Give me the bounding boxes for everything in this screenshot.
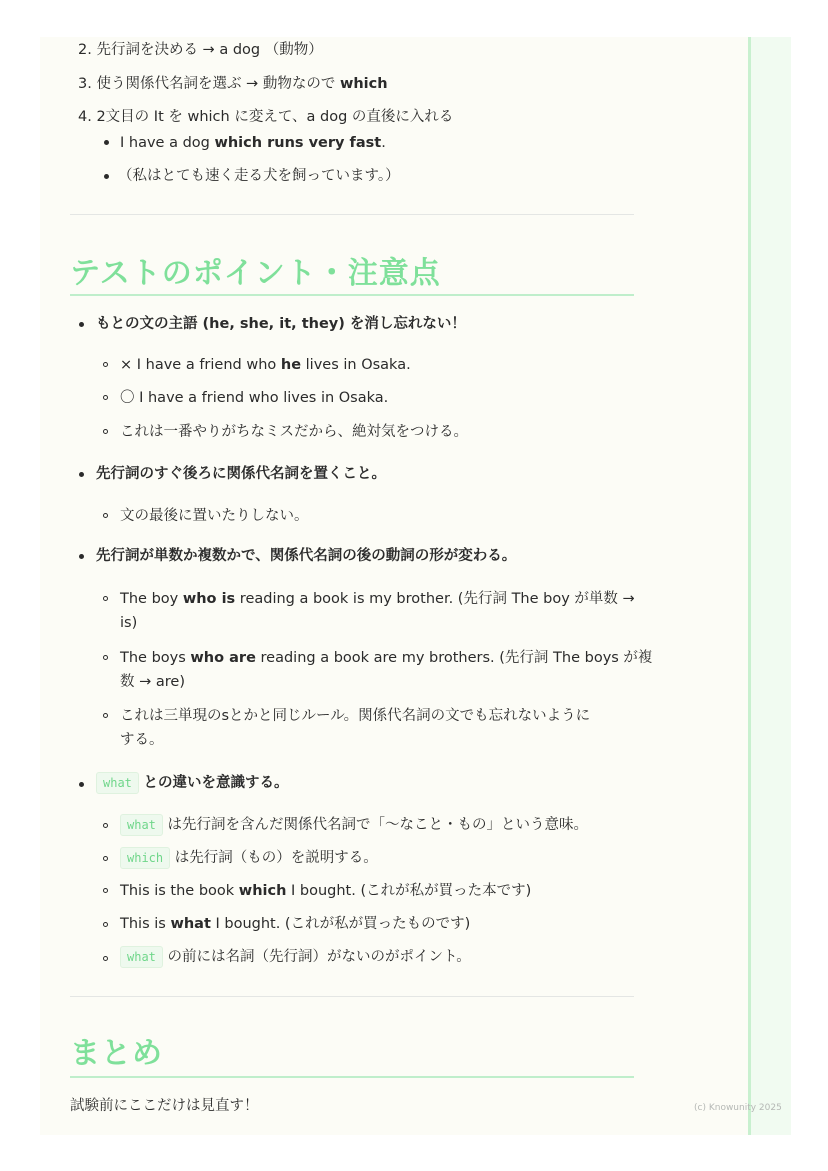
page-background	[40, 37, 791, 1135]
step-2	[78, 39, 323, 61]
step-3	[78, 73, 388, 95]
text: する。	[120, 732, 164, 748]
point-1-sub-2	[120, 387, 388, 409]
text: 〇 I have a friend who lives in Osaka.	[120, 390, 389, 406]
step-number: 3.	[78, 76, 92, 92]
point-4-sub-3	[120, 880, 531, 902]
point-3-sub-2-cont	[120, 671, 185, 693]
bold-text: who is	[182, 591, 236, 607]
bullet	[79, 782, 84, 787]
text: I bought. (これが私が買った本です)	[286, 883, 532, 899]
sub-bullet	[103, 713, 108, 718]
point-1-label	[96, 313, 466, 335]
text: の前には名詞（先行詞）がないのがポイント。	[167, 949, 471, 965]
bold-text: との違いを意識する。	[143, 775, 289, 791]
heading-underline	[70, 294, 634, 296]
text: 数 → are)	[120, 674, 185, 690]
step-number: 4.	[78, 109, 92, 125]
section-heading: テストのポイント・注意点	[70, 256, 441, 291]
text: I have a dog	[120, 135, 215, 151]
sub-bullet	[103, 888, 108, 893]
divider	[70, 214, 634, 215]
text: reading a book is my brother. (先行詞 The boy が単数 →	[235, 591, 635, 607]
point-3-sub-2	[120, 647, 652, 669]
sub-bullet	[103, 655, 108, 660]
point-2-label	[96, 463, 386, 485]
point-4-sub-1	[120, 814, 588, 836]
code-what: what	[96, 772, 139, 794]
text: The boys	[120, 650, 191, 666]
bold-text: which	[238, 883, 287, 899]
sub-bullet	[103, 362, 108, 367]
point-3-sub-1	[120, 588, 635, 610]
bold-text: he	[280, 357, 302, 373]
bold-text: who are	[190, 650, 256, 666]
text: reading a book are my brothers. (先行詞 The boys が複	[255, 650, 653, 666]
text: （私はとても速く走る犬を飼っています。）	[118, 168, 400, 184]
sub-bullet	[103, 596, 108, 601]
text: は先行詞を含んだ関係代名詞で「〜なこと・もの」という意味。	[167, 817, 589, 833]
right-margin-line	[748, 37, 751, 1135]
bold-text: 先行詞が単数か複数かで、関係代名詞の後の動詞の形が変わる。	[96, 548, 517, 564]
bullet	[104, 174, 109, 179]
point-3-sub-1-cont	[120, 612, 137, 634]
sub-bullet	[103, 823, 108, 828]
point-4-sub-2	[120, 847, 378, 869]
step4-bullet-1	[120, 132, 386, 154]
point-3-sub-3-cont	[120, 729, 164, 751]
bold-text: 先行詞のすぐ後ろに関係代名詞を置くこと。	[96, 466, 386, 482]
text: This is	[120, 916, 171, 932]
text: .	[381, 135, 386, 151]
step-text: 2文目の It を which に変えて、a dog の直後に入れる	[96, 109, 454, 125]
point-3-sub-3	[120, 705, 590, 727]
text: lives in Osaka.	[301, 357, 411, 373]
text: The boy	[120, 591, 183, 607]
divider	[70, 996, 634, 997]
heading-underline	[70, 1076, 634, 1078]
sub-bullet	[103, 956, 108, 961]
step-bold: which	[339, 76, 388, 92]
summary-text: 試験前にここだけは見直す！	[70, 1098, 259, 1114]
bullet	[79, 322, 84, 327]
text: これは三単現のsとかと同じルール。関係代名詞の文でも忘れないように	[120, 708, 591, 724]
code-what: what	[120, 946, 163, 968]
text: は先行詞（もの）を説明する。	[174, 850, 378, 866]
sub-bullet	[103, 922, 108, 927]
sub-bullet	[103, 395, 108, 400]
point-1-sub-3	[120, 421, 468, 443]
code-what: what	[120, 814, 163, 836]
text: is)	[120, 615, 138, 631]
text: × I have a friend who	[120, 357, 281, 373]
section-heading: まとめ	[70, 1036, 163, 1071]
step-4	[78, 106, 453, 128]
bold-text: which runs very fast	[214, 135, 382, 151]
point-1-sub-1	[120, 354, 411, 376]
text: I bought. (これが私が買ったものです)	[210, 916, 471, 932]
step4-bullet-2	[118, 165, 400, 187]
code-which: which	[120, 847, 170, 869]
step-text: 使う関係代名詞を選ぶ → 動物なので	[96, 76, 340, 92]
step-text: 先行詞を決める → a dog （動物）	[96, 42, 323, 58]
bullet	[104, 140, 109, 145]
bold-text: what	[170, 916, 211, 932]
text: 文の最後に置いたりしない。	[120, 508, 309, 524]
step-number: 2.	[78, 42, 92, 58]
right-margin-rail	[748, 37, 791, 1135]
sub-bullet	[103, 513, 108, 518]
point-4-label	[96, 772, 289, 794]
sub-bullet	[103, 429, 108, 434]
bullet	[79, 554, 84, 559]
bullet	[79, 472, 84, 477]
point-2-sub-1	[120, 505, 309, 527]
copyright-footer: (c) Knowunity 2025	[694, 1103, 782, 1113]
text: This is the book	[120, 883, 239, 899]
sub-bullet	[103, 856, 108, 861]
text: これは一番やりがちなミスだから、絶対気をつける。	[120, 424, 468, 440]
point-4-sub-5	[120, 946, 471, 968]
point-3-label	[96, 545, 516, 567]
point-4-sub-4	[120, 913, 470, 935]
bold-text: もとの文の主語 (he, she, it, they) を消し忘れない！	[96, 316, 466, 332]
